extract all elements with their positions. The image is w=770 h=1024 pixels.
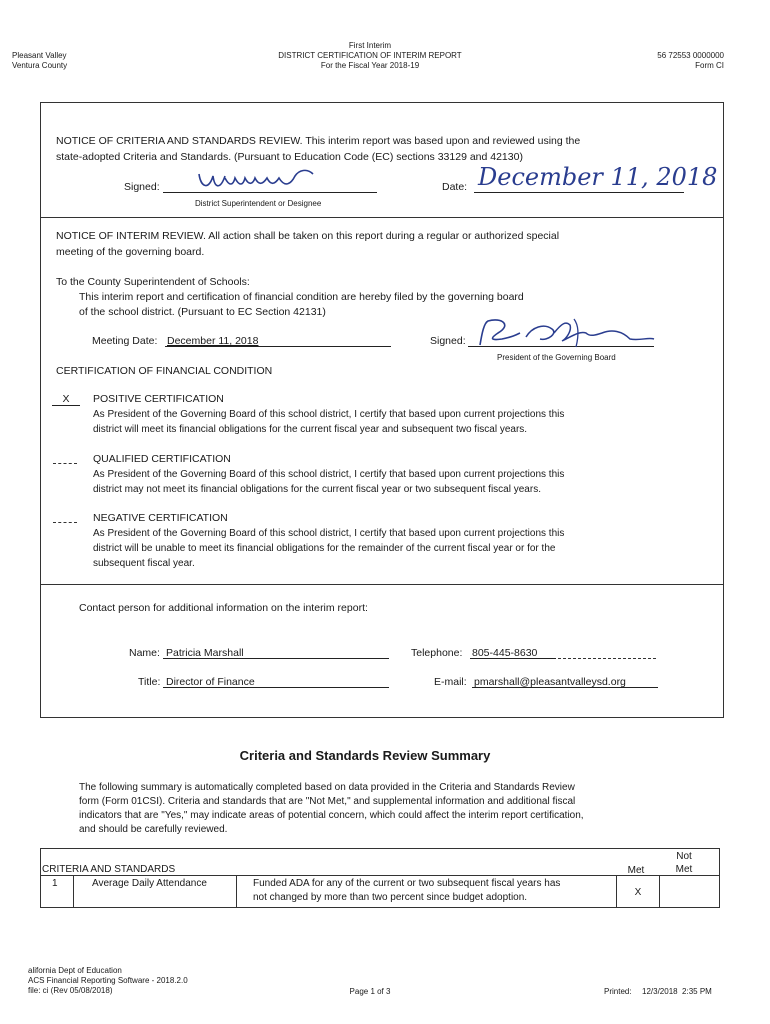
criteria-notice-line1: NOTICE OF CRITERIA AND STANDARDS REVIEW. This interim report was based upon and reviewed using the	[56, 135, 581, 147]
qualified-certification-title: QUALIFIED CERTIFICATION	[93, 453, 231, 465]
table-right-border	[719, 848, 720, 908]
date-label: Date:	[442, 181, 468, 193]
section-divider-2	[40, 584, 724, 585]
telephone-label: Telephone:	[411, 647, 463, 659]
certification-heading: CERTIFICATION OF FINANCIAL CONDITION	[56, 365, 273, 377]
interim-notice-line1: NOTICE OF INTERIM REVIEW. All action shall be taken on this report during a regular or authorized special	[56, 230, 560, 242]
not-met-header-line1: Not	[676, 851, 692, 862]
contact-title: Director of Finance	[166, 676, 255, 688]
col-divider-num	[73, 875, 74, 907]
board-president-caption: President of the Governing Board	[497, 353, 616, 362]
criteria-table	[40, 848, 720, 908]
contact-email: pmarshall@pleasantvalleysd.org	[474, 676, 626, 688]
qualified-certification-line2: district may not meet its financial obligations for the current fiscal year or two subsequent fiscal years.	[93, 484, 541, 495]
positive-certification-line2: district will meet its financial obligations for the current fiscal year and subsequent two fiscal years.	[93, 424, 528, 435]
contact-telephone: 805-445-8630	[472, 647, 538, 659]
positive-certification-line1: As President of the Governing Board of this school district, I certify that based upon current projections this	[93, 409, 565, 420]
footer-line3: file: ci (Rev 05/08/2018)	[28, 986, 113, 995]
county-name: Ventura County	[12, 61, 68, 70]
section-divider-1	[40, 217, 724, 218]
met-column-header: Met	[627, 865, 645, 876]
to-county-superintendent: To the County Superintendent of Schools:	[56, 276, 250, 288]
board-signed-label: Signed:	[430, 335, 466, 347]
page-number: Page 1 of 3	[349, 987, 391, 996]
footer-line1: alifornia Dept of Education	[28, 966, 122, 975]
negative-certification-line3: subsequent fiscal year.	[93, 558, 195, 569]
table-bottom-border	[40, 907, 720, 908]
not-met-header-line2: Met	[675, 864, 693, 875]
summary-paragraph-line4: and should be carefully reviewed.	[79, 824, 228, 835]
qualified-certification-line1: As President of the Governing Board of this school district, I certify that based upon current projections this	[93, 469, 565, 480]
district-code: 56 72553 0000000	[657, 51, 724, 60]
handwritten-date: December 11, 2018	[478, 163, 718, 191]
summary-paragraph-line3: indicators that are "Yes," may indicate areas of potential concern, which could affect the interim report certification,	[79, 810, 584, 821]
criteria-header-label: CRITERIA AND STANDARDS	[42, 864, 176, 875]
header-row-divider	[40, 875, 720, 876]
negative-certification-line1: As President of the Governing Board of this school district, I certify that based upon current projections this	[93, 528, 565, 539]
filed-line2: of the school district. (Pursuant to EC Section 42131)	[79, 306, 326, 318]
meeting-date-label: Meeting Date:	[92, 335, 158, 347]
criteria-row-met-value: X	[634, 887, 642, 898]
footer-line2: ACS Financial Reporting Software - 2018.2.0	[28, 976, 188, 985]
criteria-notice-line2: state-adopted Criteria and Standards. (Pursuant to Education Code (EC) sections 33129 and 42130)	[56, 151, 523, 163]
interim-notice-line2: meeting of the governing board.	[56, 246, 205, 258]
telephone-line-dashed	[558, 658, 656, 659]
date-line	[474, 192, 684, 193]
superintendent-signature	[195, 166, 335, 196]
col-divider-met-right	[659, 875, 660, 907]
contact-heading: Contact person for additional information on the interim report:	[79, 602, 368, 614]
report-title-line1: First Interim	[348, 41, 392, 50]
table-top-border	[40, 848, 720, 849]
summary-paragraph-line2: form (Form 01CSI). Criteria and standards that are "Not Met," and supplemental information and additional fiscal	[79, 796, 576, 807]
summary-paragraph-line1: The following summary is automatically completed based on data provided in the Criteria and Standards Review	[79, 782, 575, 793]
superintendent-caption: District Superintendent or Designee	[195, 199, 322, 208]
criteria-row-desc-line1: Funded ADA for any of the current or two subsequent fiscal years has	[253, 878, 561, 889]
board-president-signature	[462, 315, 662, 351]
summary-heading: Criteria and Standards Review Summary	[239, 748, 491, 763]
form-id: Form CI	[695, 61, 724, 70]
meeting-date-value: December 11, 2018	[167, 335, 259, 347]
criteria-row-number: 1	[52, 878, 58, 889]
criteria-row-name: Average Daily Attendance	[92, 878, 207, 889]
report-title-line3: For the Fiscal Year 2018-19	[320, 61, 420, 70]
title-label: Title:	[138, 676, 161, 688]
positive-mark: X	[62, 393, 70, 405]
district-name: Pleasant Valley	[12, 51, 67, 60]
name-label: Name:	[129, 647, 160, 659]
negative-certification-line2: district will be unable to meet its financial obligations for the remainder of the current fiscal year or for the	[93, 543, 556, 554]
filed-line1: This interim report and certification of financial condition are hereby filed by the governing board	[79, 291, 524, 303]
printed-timestamp: 12/3/2018 2:35 PM	[642, 987, 712, 996]
col-divider-name	[236, 875, 237, 907]
criteria-row-desc-line2: not changed by more than two percent since budget adoption.	[253, 892, 528, 903]
qualified-mark-line	[53, 463, 77, 464]
email-label: E-mail:	[434, 676, 467, 688]
signed-label: Signed:	[124, 181, 160, 193]
table-left-border	[40, 848, 41, 908]
contact-name: Patricia Marshall	[166, 647, 244, 659]
report-title-line2: DISTRICT CERTIFICATION OF INTERIM REPORT	[278, 51, 462, 60]
printed-label: Printed:	[604, 987, 632, 996]
negative-mark-line	[53, 522, 77, 523]
positive-certification-title: POSITIVE CERTIFICATION	[93, 393, 224, 405]
negative-certification-title: NEGATIVE CERTIFICATION	[93, 512, 228, 524]
